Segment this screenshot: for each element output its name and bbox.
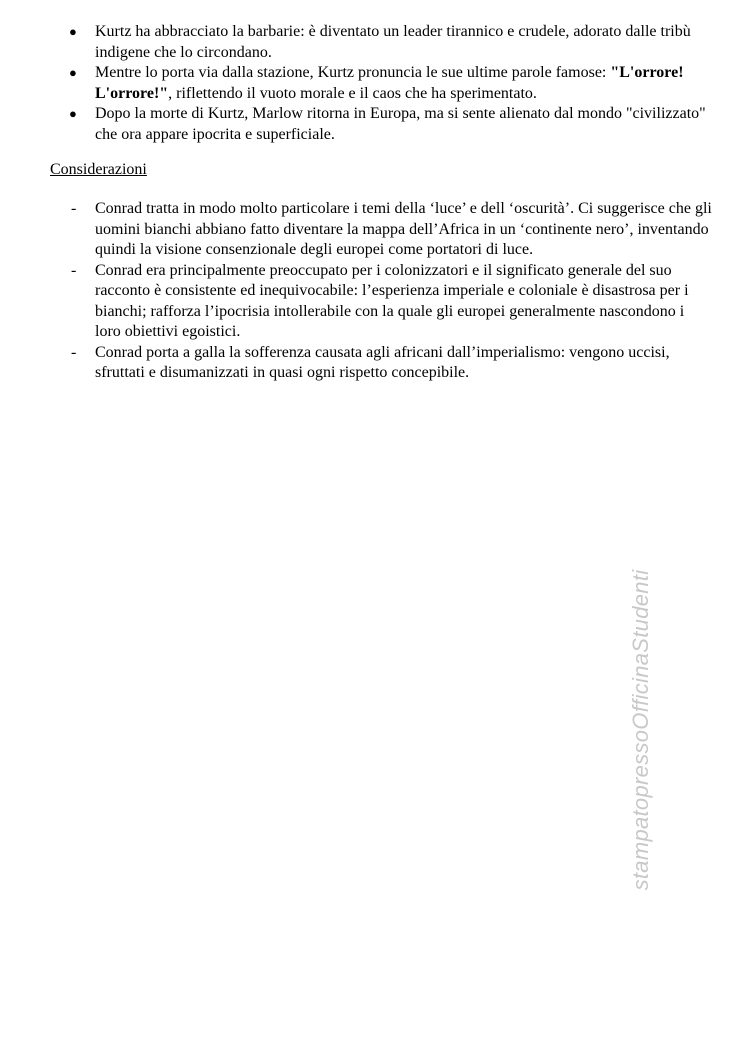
dash-marker: - (71, 261, 77, 279)
dash-marker: - (71, 343, 77, 361)
bullet-text-after: , riflettendo il vuoto morale e il caos che ha sperimentato. (168, 84, 537, 102)
bullet-marker-icon: ● (69, 65, 77, 80)
watermark: stampatopressoOfficinaStudenti (628, 569, 653, 891)
bullet-bold-quote: "L'orrore! L'orrore!" (95, 64, 684, 102)
dash-text: Conrad tratta in modo molto particolare i temi della ‘luce’ e dell ‘oscurità’. Ci suggerisce che gli uomini bianchi abbiano fatto diventare la mappa dell’Africa in un ‘continente nero’, inventando quindi la visione consenzionale degli europei come portatori di luce. (95, 200, 712, 258)
dash-text: Conrad era principalmente preoccupato per i colonizzatori e il significato generale del suo racconto è consistente ed inequivocabile: l’esperienza imperiale e coloniale è disastrosa per i bianchi; rafforza l’ipocrisia intollerabile con la quale gli europei generalmente nascondono i loro obiettivi egoistici. (95, 261, 689, 340)
bullet-text-before: Mentre lo porta via dalla stazione, Kurtz pronuncia le sue ultime parole famose: (95, 64, 611, 81)
bullet-marker-icon: ● (69, 106, 77, 121)
bullet-item (50, 63, 714, 104)
section-title: Considerazioni (50, 161, 147, 178)
dash-item (50, 199, 714, 261)
bullet-item (50, 104, 714, 145)
bullet-text: Kurtz ha abbracciato la barbarie: è diventato un leader tirannico e crudele, adorato dalle tribù indigene che lo circondano. (95, 23, 691, 61)
dash-item (50, 261, 714, 343)
dash-list (50, 199, 714, 384)
dash-marker: - (71, 200, 77, 217)
dash-item (50, 343, 714, 384)
bullet-text: Dopo la morte di Kurtz, Marlow ritorna in Europa, ma si sente alienato dal mondo "civilizzato" che ora appare ipocrita e superficiale. (95, 105, 706, 143)
bullet-list (50, 22, 714, 145)
dash-text: Conrad porta a galla la sofferenza causata agli africani dall’imperialismo: vengono uccisi, sfruttati e disumanizzati in quasi ogni rispetto concepibile. (95, 343, 670, 381)
bullet-marker-icon: ● (69, 24, 77, 39)
bullet-item (50, 22, 714, 63)
